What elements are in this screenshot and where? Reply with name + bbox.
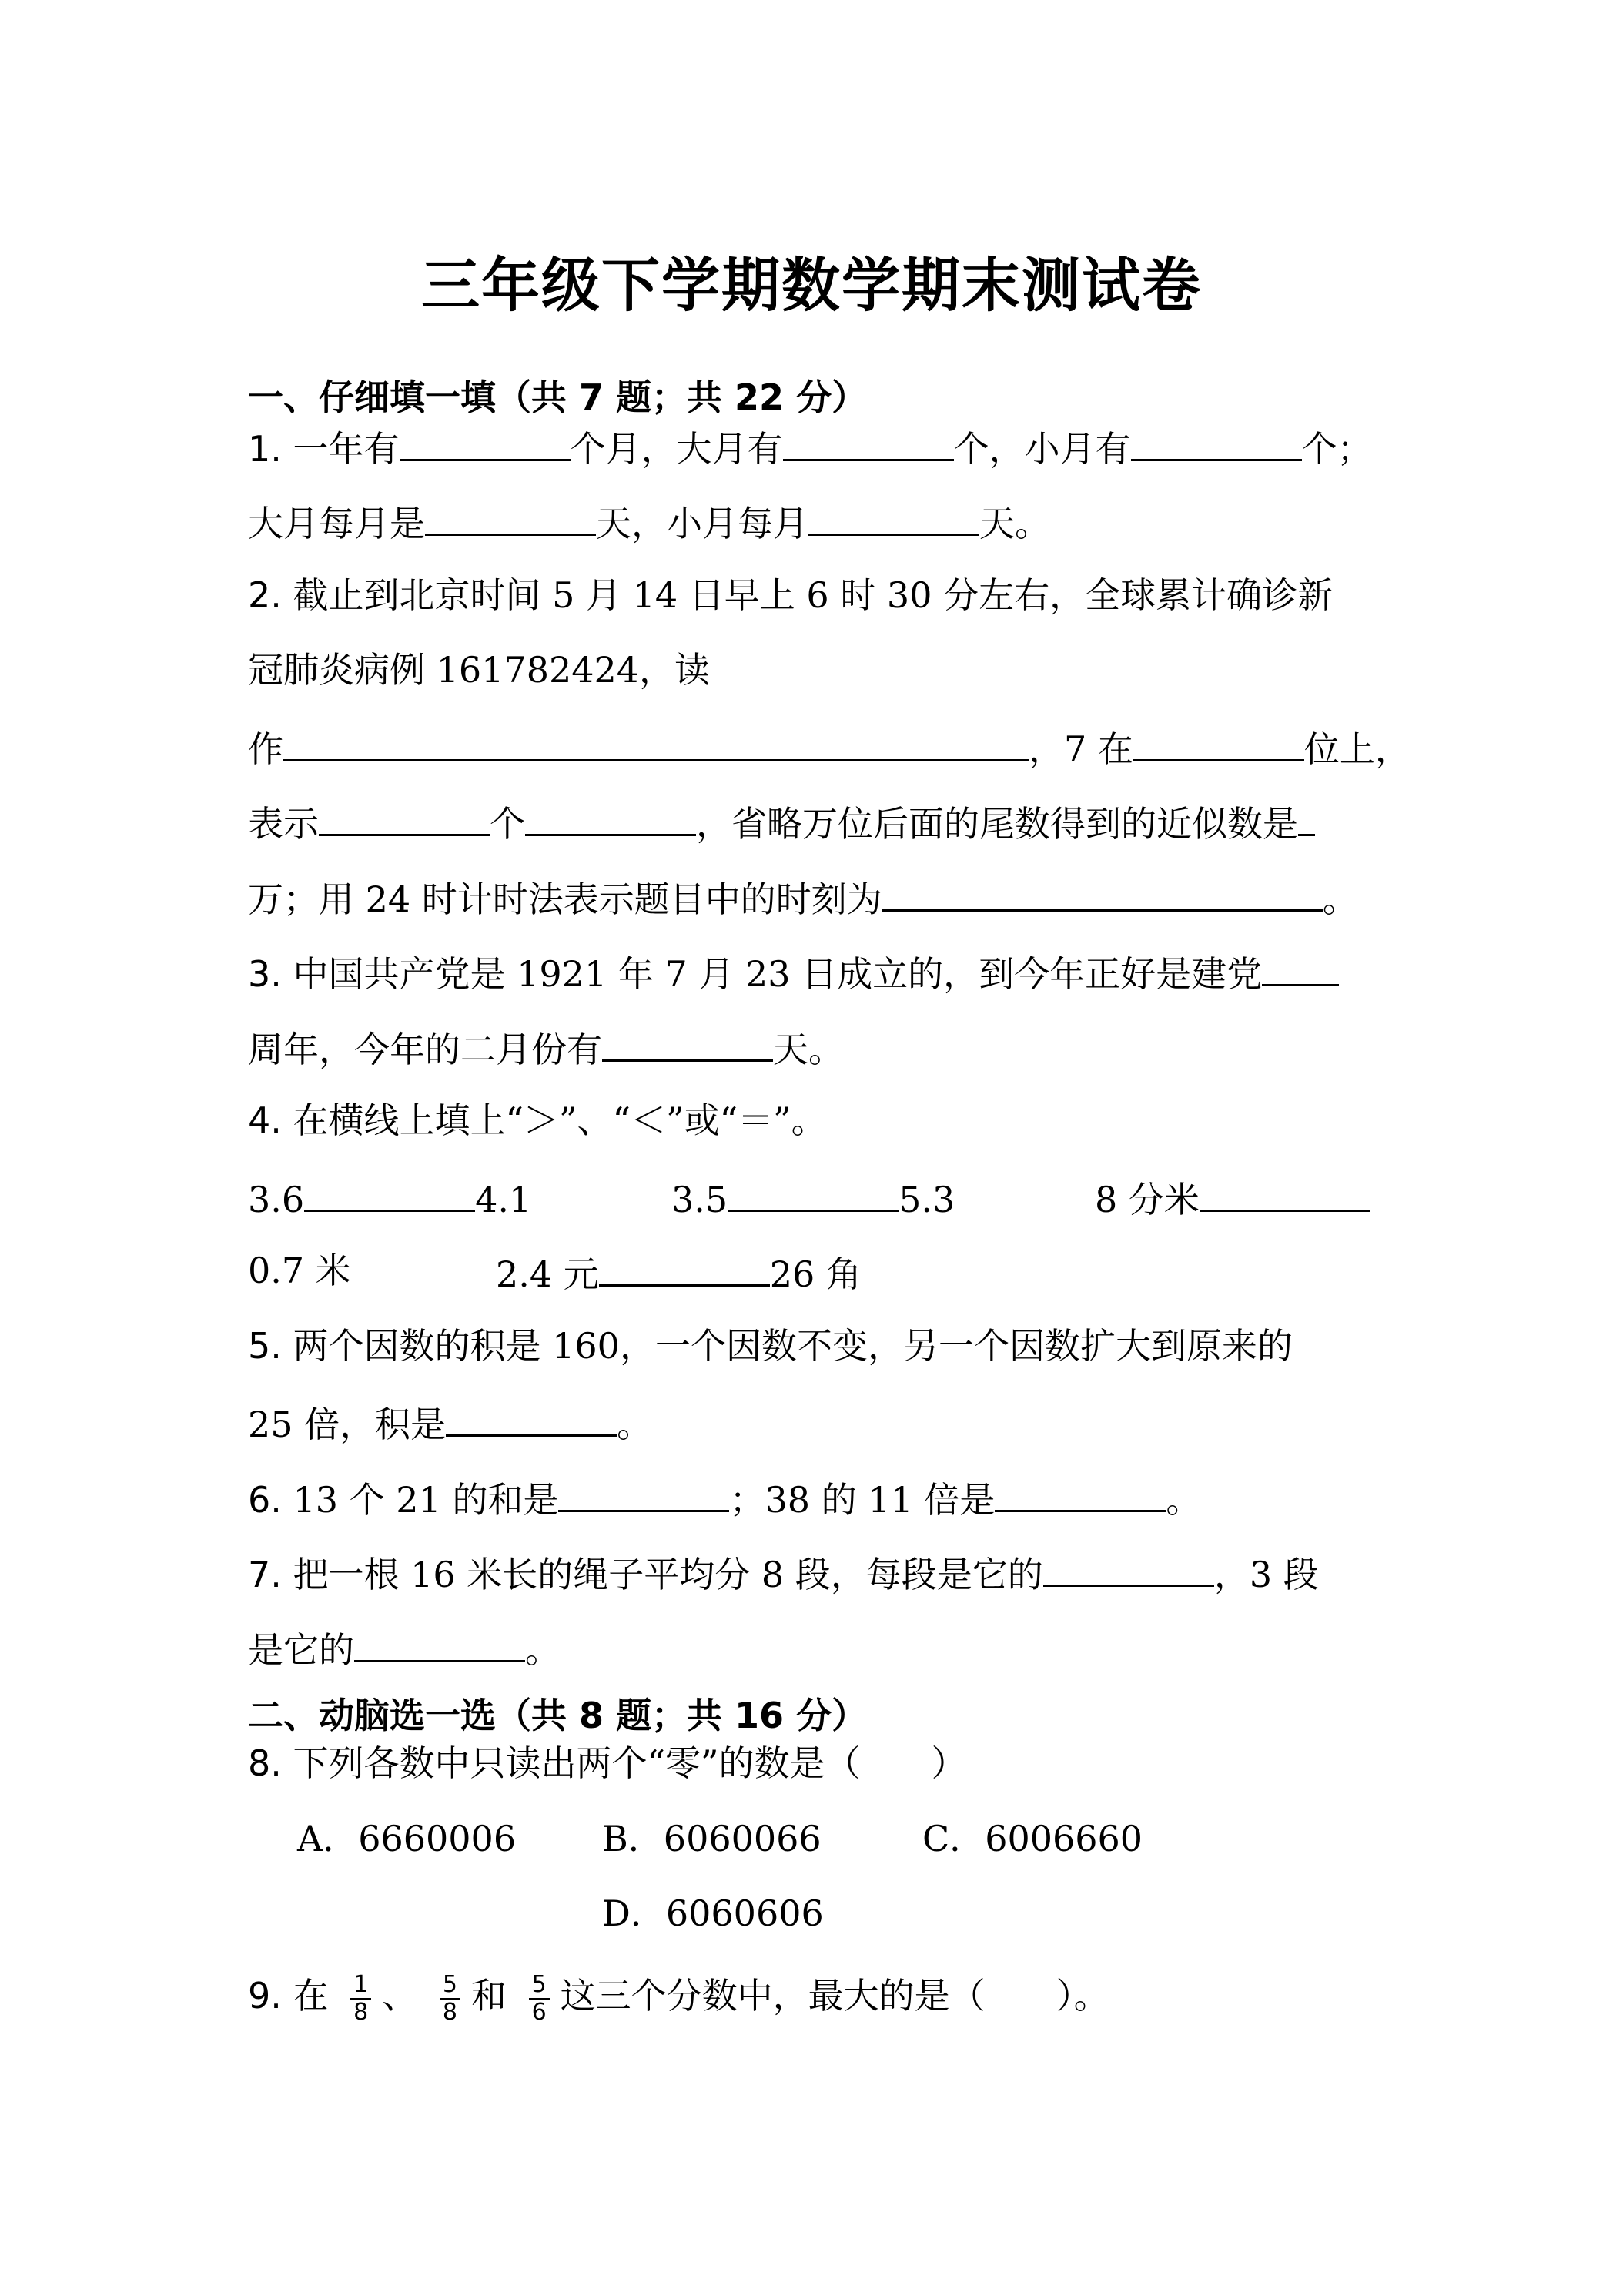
compare-item-a	[248, 1173, 531, 1223]
q9-text: 和	[470, 1975, 507, 2017]
answer-blank[interactable]	[599, 1247, 770, 1287]
q2-text: ，7 在	[1029, 728, 1133, 770]
q2-text: ，省略万位后面的尾数得到的近似数是	[696, 803, 1298, 845]
q4-value: 0.7 米	[248, 1250, 351, 1291]
question-2-line-1	[248, 572, 1403, 618]
q2-text: 截止到北京时间 5 月 14 日早上 6 时 30 分左右，全球累计确诊新	[293, 574, 1334, 616]
q1-text: 一年有	[293, 428, 400, 470]
q1-text: 个，小月有	[953, 428, 1131, 470]
q4-value: 8 分米	[1095, 1179, 1200, 1220]
q9-text: 这三个分数中，最大的是（ ）。	[560, 1975, 1109, 2017]
question-2-line-5	[248, 872, 1403, 922]
question-7-line-1	[248, 1548, 1403, 1598]
question-number: 3.	[248, 953, 282, 995]
question-9-stem	[248, 1965, 1403, 2027]
q5-text: 两个因数的积是 160，一个因数不变，另一个因数扩大到原来的	[293, 1325, 1293, 1367]
question-5-line-2	[248, 1397, 1403, 1448]
question-number: 8.	[248, 1742, 282, 1784]
answer-blank[interactable]	[882, 872, 1323, 912]
q2-text: 位上，	[1303, 728, 1411, 770]
q2-text: 。	[1322, 879, 1358, 920]
question-number: 6.	[248, 1479, 282, 1521]
question-2-line-3	[248, 722, 1411, 772]
fraction-denominator: 8	[353, 1999, 369, 2026]
q1-text: 个；	[1301, 428, 1373, 470]
fraction-numerator: 5	[529, 1972, 550, 2000]
q6-text: ；38 的 11 倍是	[729, 1479, 996, 1521]
q9-text: 、	[382, 1975, 418, 2017]
question-number: 9.	[248, 1975, 282, 2017]
question-number: 4.	[248, 1099, 282, 1141]
q4-value: 3.6	[248, 1179, 305, 1220]
q7-text: 是它的	[248, 1629, 354, 1671]
fraction	[440, 1972, 460, 2026]
q1-text: 天。	[979, 503, 1050, 544]
q4-value: 4.1	[475, 1179, 532, 1220]
q4-text: 在横线上填上“＞”、“＜”或“＝”。	[293, 1099, 827, 1141]
answer-blank[interactable]	[283, 722, 1029, 761]
fraction-denominator: 6	[531, 1999, 547, 2026]
fraction-denominator: 8	[442, 1999, 457, 2026]
q6-text: 13 个 21 的和是	[293, 1479, 559, 1521]
q2-text: 作	[248, 728, 283, 770]
q3-text: 天。	[773, 1029, 844, 1070]
question-1-line-2	[248, 497, 1403, 547]
option-d[interactable]: D．6060606	[602, 1893, 824, 1934]
answer-blank[interactable]	[1043, 1548, 1214, 1587]
section-1-heading: 一、仔细填一填（共 7 题；共 22 分）	[248, 377, 868, 418]
fraction	[350, 1972, 371, 2026]
option-b[interactable]: B．6060066	[602, 1818, 822, 1859]
option-c[interactable]: C．6006660	[922, 1818, 1143, 1859]
answer-blank[interactable]	[1133, 722, 1304, 761]
q8-text: 下列各数中只读出两个“零”的数是（ ）	[293, 1742, 967, 1784]
answer-blank[interactable]	[1262, 947, 1339, 986]
q5-text: 。	[617, 1404, 653, 1445]
answer-blank[interactable]	[1131, 422, 1302, 461]
q4-value: 5.3	[899, 1179, 955, 1220]
q2-text: 冠肺炎病例 161782424，读	[248, 649, 711, 691]
answer-blank[interactable]	[602, 1022, 773, 1062]
answer-blank[interactable]	[446, 1397, 617, 1437]
answer-blank[interactable]	[1298, 797, 1315, 836]
answer-blank[interactable]	[783, 422, 954, 461]
compare-item-d	[496, 1247, 862, 1297]
q7-text: ，3 段	[1213, 1554, 1319, 1595]
question-6-line-1	[248, 1473, 1403, 1523]
section-2-heading: 二、动脑选一选（共 8 题；共 16 分）	[248, 1695, 868, 1736]
question-5-line-1	[248, 1323, 1403, 1369]
answer-blank[interactable]	[808, 497, 979, 536]
q4-value: 26 角	[769, 1253, 862, 1295]
question-3-line-2	[248, 1022, 1403, 1073]
q7-text: 。	[525, 1629, 561, 1671]
answer-blank[interactable]	[304, 1173, 475, 1212]
fraction	[529, 1972, 550, 2026]
q2-text: 万；用 24 时计时法表示题目中的时刻为	[248, 879, 882, 920]
question-2-line-4	[248, 797, 1403, 847]
q2-text: 表示	[248, 803, 319, 845]
q5-text: 25 倍，积是	[248, 1404, 447, 1445]
q3-text: 周年，今年的二月份有	[248, 1029, 602, 1070]
question-7-line-2	[248, 1623, 1403, 1673]
answer-blank[interactable]	[558, 1473, 729, 1512]
q1-text: 大月每月是	[248, 503, 425, 544]
answer-blank[interactable]	[525, 797, 696, 836]
answer-blank[interactable]	[728, 1173, 899, 1212]
question-3-line-1	[248, 947, 1403, 997]
q1-text: 个月，大月有	[570, 428, 783, 470]
question-1-line-1	[248, 422, 1403, 472]
answer-blank[interactable]	[1200, 1173, 1370, 1212]
q6-text: 。	[1166, 1479, 1202, 1521]
question-number: 5.	[248, 1325, 282, 1367]
question-2-line-2	[248, 647, 1403, 693]
answer-blank[interactable]	[319, 797, 490, 836]
answer-blank[interactable]	[995, 1473, 1166, 1512]
compare-item-c	[1095, 1173, 1370, 1223]
fraction-numerator: 1	[350, 1972, 371, 2000]
question-4-line-1	[248, 1097, 1403, 1143]
question-number: 7.	[248, 1554, 282, 1595]
option-a[interactable]: A．6660006	[297, 1818, 517, 1859]
q4-value: 3.5	[671, 1179, 728, 1220]
q2-text: 个	[490, 803, 525, 845]
answer-blank[interactable]	[354, 1623, 525, 1662]
page-title: 三年级下学期数学期末测试卷	[421, 251, 1202, 320]
question-number: 1.	[248, 428, 282, 470]
question-number: 2.	[248, 574, 282, 616]
q3-text: 中国共产党是 1921 年 7 月 23 日成立的，到今年正好是建党	[293, 953, 1263, 995]
answer-blank[interactable]	[400, 422, 571, 461]
question-8-stem	[248, 1740, 1403, 1786]
answer-blank[interactable]	[425, 497, 596, 536]
q9-text: 在	[293, 1975, 329, 2017]
q1-text: 天，小月每月	[596, 503, 808, 544]
q4-value: 2.4 元	[496, 1253, 599, 1295]
compare-item-b	[671, 1173, 955, 1223]
q7-text: 把一根 16 米长的绳子平均分 8 段，每段是它的	[293, 1554, 1043, 1595]
fraction-numerator: 5	[440, 1972, 460, 2000]
